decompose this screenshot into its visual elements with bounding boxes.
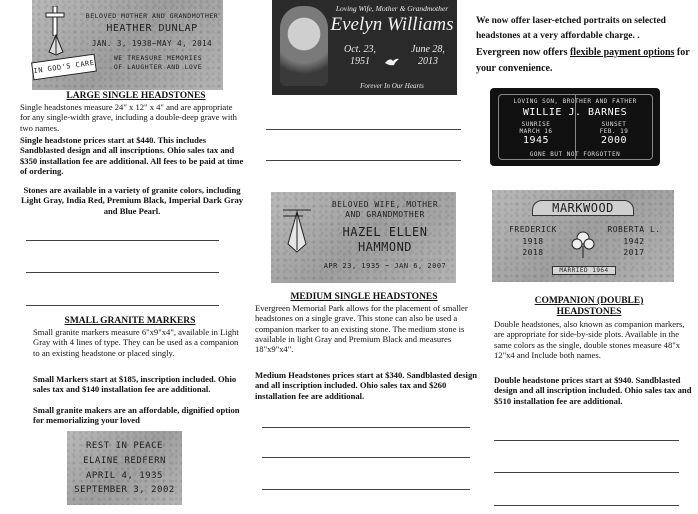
blank-line <box>262 489 470 490</box>
book-sunrise-year: 1945 <box>522 135 550 146</box>
large-headstones-heading: LARGE SINGLE HEADSTONES <box>66 91 206 101</box>
portrait-bottom-text: Forever In Our Hearts <box>360 82 424 90</box>
medium-headstones-price: Medium Headstones prices start at $340. Sandblasted design and all inscription included. Ohio sales tax and $260 installation fee are additional. <box>255 370 478 401</box>
medium-stone-name-1: HAZEL ELLEN <box>342 225 428 239</box>
companion-years-2b: 2017 <box>623 248 645 257</box>
medium-stone-dates: APR 23, 1935 ~ JAN 6, 2007 <box>323 262 447 270</box>
laser-portrait-headstone-image <box>272 0 457 95</box>
small-markers-price: Small Markers start at $185, inscription included. Ohio sales tax and $140 installation fee are additional. <box>33 374 237 395</box>
book-bottom-text: GONE BUT NOT FORGOTTEN <box>529 151 621 158</box>
large-headstones-price: Single headstone prices start at $440. This includes Sandblasted design and all inscriptions. Ohio sales tax and $350 installation fee are additional. All fees to be paid at time of ordering. <box>20 135 244 176</box>
marker-line-1: REST IN PEACE <box>86 441 163 451</box>
companion-family-name: MARKWOOD <box>532 200 634 216</box>
large-headstones-desc: Single headstones measure 24" x 12" x 4" and are appropriate for any single-width grave, including a double-deep grave with two names. <box>20 102 237 133</box>
blank-line <box>262 427 470 428</box>
blank-line <box>494 440 679 441</box>
medium-stone-top-2: AND GRANDMOTHER <box>345 210 425 219</box>
book-top-text: LOVING SON, BROTHER AND FATHER <box>513 98 637 105</box>
book-sunset-year: 2000 <box>600 135 628 146</box>
stone-epitaph-2: OF LAUGHTER AND LOVE <box>113 63 203 71</box>
flexible-payment-link[interactable]: flexible payment options <box>569 47 675 58</box>
ribbon-banner <box>31 54 97 81</box>
small-markers-note: Small granite makers are an affordable, dignified option for memorializing your loved <box>33 405 240 426</box>
book-headstone-image <box>490 88 660 166</box>
portrait-name: Evelyn Williams <box>330 14 454 35</box>
blank-line <box>266 160 461 161</box>
companion-headstone-image <box>492 190 674 282</box>
granite-colors-text: Stones are available in a variety of granite colors, including Light Gray, India Red, Premium Black, Imperial Dark Gray and Blue Pearl. <box>20 185 244 216</box>
flower-icon <box>570 228 596 258</box>
companion-headstones-price: Double headstone prices start at $940. Sandblasted design and all inscription included. Ohio sales tax and $510 installation fee are additional. <box>494 375 692 406</box>
praying-hands-icon <box>44 34 68 56</box>
book-sunrise-date: MARCH 16 <box>519 128 553 135</box>
small-marker-image <box>67 431 182 505</box>
laser-portrait-offer-text: We now offer laser-etched portraits on selected headstones at a very affordable charge. . <box>476 16 666 41</box>
cross-icon <box>44 6 66 36</box>
companion-headstones-desc: Double headstones, also known as companion markers, are appropriate for side-by-side plots. Available in the same colors as the single, double stones measure 48"x 12"x4 and Include both names. <box>494 319 685 360</box>
blank-line <box>494 505 679 506</box>
companion-years-1a: 1918 <box>522 237 544 246</box>
companion-name-2: ROBERTA L. <box>607 225 661 234</box>
book-sunset-label: SUNSET <box>601 121 627 128</box>
companion-married: MARRIED 1964 <box>552 266 616 275</box>
companion-years-2a: 1942 <box>623 237 645 246</box>
medium-headstones-desc: Evergreen Memorial Park allows for the placement of smaller headstones on a single grave. This stone can also be used a companion marker to an existing stone. The medium stone is available in light Gray and Premium Black and measures 18"x9"x4". <box>255 303 468 355</box>
book-sunset-date: FEB. 19 <box>599 128 629 135</box>
small-markers-desc: Small granite markers measure 6"x9"x4", available in Light Gray with 4 lines of type. They can be used as a companion to an existing headstone or placed singly. <box>33 327 239 358</box>
medium-headstones-heading: MEDIUM SINGLE HEADSTONES <box>290 292 438 302</box>
portrait-died: June 28, 2013 <box>411 44 445 67</box>
large-headstone-image <box>32 0 223 90</box>
ribbon-text: IN GOD'S CARE <box>33 58 95 76</box>
portrait-top-text: Loving Wife, Mother & Grandmother <box>335 4 449 13</box>
blank-line <box>494 472 679 473</box>
portrait-born: Oct. 23, 1951 <box>344 44 376 67</box>
blank-line <box>262 457 470 458</box>
book-sunrise-label: SUNRISE <box>521 121 551 128</box>
stone-name: HEATHER DUNLAP <box>106 23 198 34</box>
companion-name-1: FREDERICK <box>509 225 557 234</box>
blank-line <box>266 129 461 130</box>
blank-line <box>26 305 219 306</box>
companion-headstones-heading: COMPANION (DOUBLE) HEADSTONES <box>534 296 644 317</box>
small-markers-heading: SMALL GRANITE MARKERS <box>64 316 196 326</box>
medium-headstone-image <box>271 192 456 283</box>
payment-text-pre: Evergreen now offers <box>476 47 570 58</box>
companion-years-1b: 2018 <box>522 248 544 257</box>
stone-epitaph-top: BELOVED MOTHER AND GRANDMOTHER <box>85 12 219 20</box>
praying-hands-icon <box>281 206 313 254</box>
dove-icon <box>384 54 400 64</box>
marker-line-4: SEPTEMBER 3, 2002 <box>74 485 175 495</box>
marker-line-3: APRIL 4, 1935 <box>86 471 163 481</box>
marker-line-2: ELAINE REDFERN <box>83 456 166 466</box>
blank-line <box>26 272 219 273</box>
medium-stone-name-2: HAMMOND <box>357 240 413 254</box>
portrait-photo <box>280 6 328 86</box>
stone-epitaph-1: WE TREASURE MEMORIES <box>113 54 203 62</box>
payment-options-text <box>476 45 692 76</box>
blank-line <box>26 240 219 241</box>
payment-text-post: for your convenience. <box>476 47 690 74</box>
book-name: WILLIE J. BARNES <box>522 107 628 118</box>
stone-dates: JAN. 3, 1938~MAY 4, 2014 <box>91 39 213 48</box>
medium-stone-top-1: BELOVED WIFE, MOTHER <box>331 200 439 209</box>
